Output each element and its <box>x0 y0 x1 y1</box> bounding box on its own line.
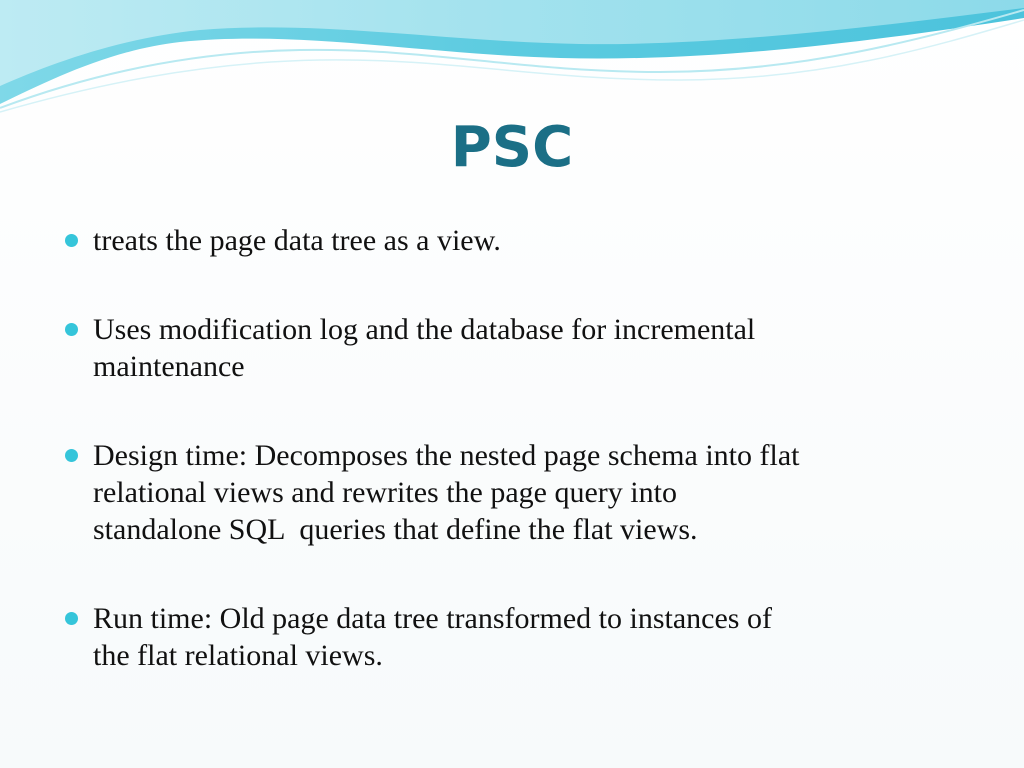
bullet-dot-icon <box>65 234 78 247</box>
bullet-item <box>60 437 980 548</box>
bullet-text-line: Run time: Old page data tree transformed to instances of <box>93 602 772 635</box>
bullet-text-line: standalone SQL queries that define the flat views. <box>93 513 698 546</box>
bullet-item <box>60 222 980 259</box>
bullet-item <box>60 311 980 385</box>
bullet-text-line: relational views and rewrites the page query into <box>93 476 677 509</box>
bullet-item <box>60 600 980 674</box>
header-wave-decoration <box>0 0 1024 120</box>
bullet-dot-icon <box>65 449 78 462</box>
bullet-text-line: treats the page data tree as a view. <box>93 224 501 257</box>
bullet-text-line: maintenance <box>93 350 245 383</box>
bullet-text-line: Design time: Decomposes the nested page schema into flat <box>93 439 800 472</box>
bullet-dot-icon <box>65 612 78 625</box>
bullet-dot-icon <box>65 323 78 336</box>
slide-title: PSC <box>450 115 574 180</box>
bullet-list <box>60 222 980 726</box>
bullet-text-line: Uses modification log and the database for incremental <box>93 313 756 346</box>
bullet-text-line: the flat relational views. <box>93 639 383 672</box>
